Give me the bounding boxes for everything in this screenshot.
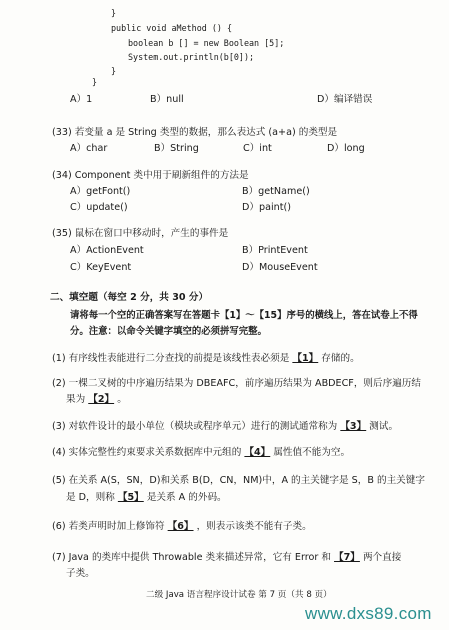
code-line-3: boolean b [] = new Boolean [5]; <box>128 38 285 48</box>
fill-q3-text: (3) 对软件设计的最小单位（模块或程序单元）进行的测试通常称为 <box>52 421 338 432</box>
q33-option-c: C）int <box>243 143 272 154</box>
fill-q1-text: (1) 有序线性表能进行二分查找的前提是该线性表必须是 <box>52 353 290 364</box>
q35-option-a: A）ActionEvent <box>70 245 144 256</box>
blank-2: 【2】 <box>88 394 115 405</box>
fill-q5-line2 <box>66 489 227 503</box>
q34-option-a: A）getFont() <box>70 186 131 197</box>
q35-stem: (35) 鼠标在窗口中移动时，产生的事件是 <box>52 228 229 239</box>
q32-option-d: D）编译错误 <box>317 94 373 105</box>
section-title: 二、填空题（每空 2 分，共 30 分） <box>50 292 209 303</box>
code-line-1: } <box>111 8 117 18</box>
code-line-4: System.out.println(b[0]); <box>128 52 255 62</box>
fill-q3-tail: 测试。 <box>369 421 399 432</box>
blank-7: 【7】 <box>334 552 360 563</box>
blank-3: 【3】 <box>340 421 367 432</box>
fill-q2-line1: (2) 一棵二叉树的中序遍历结果为 DBEAFC，前序遍历结果为 ABDECF，则后序遍历结 <box>52 378 421 389</box>
code-line-6: } <box>92 77 98 87</box>
fill-q2-text: 果为 <box>66 394 86 405</box>
q33-option-d: D）long <box>327 143 365 154</box>
fill-q4 <box>52 444 350 458</box>
fill-q3 <box>52 418 398 432</box>
fill-q6-tail: ，则表示该类不能有子类。 <box>196 521 312 532</box>
q35-option-b: B）PrintEvent <box>242 245 308 256</box>
q35-option-d: D）MouseEvent <box>242 262 318 273</box>
fill-q1 <box>52 350 360 364</box>
q33-option-b: B）String <box>154 143 199 154</box>
page-footer: 二级 Java 语言程序设计试卷 第 7 页（共 8 页） <box>146 590 332 600</box>
fill-q1-tail: 存储的。 <box>321 353 360 364</box>
q32-option-b: B）null <box>150 94 184 105</box>
blank-5: 【5】 <box>117 492 144 503</box>
blank-4: 【4】 <box>244 447 271 458</box>
fill-q5-line1: (5) 在关系 A(S，SN，D)和关系 B(D，CN，NM)中，A 的主关键字是 S，B 的主关键字 <box>52 475 425 486</box>
code-line-2: public void aMethod () { <box>111 23 233 33</box>
blank-1: 【1】 <box>292 353 319 364</box>
blank-6: 【6】 <box>167 521 194 532</box>
fill-q2-line2 <box>66 391 127 405</box>
q34-option-b: B）getName() <box>242 186 310 197</box>
fill-q7-text: (7) Java 的类库中提供 Throwable 类来描述异常，它有 Error 和 <box>52 552 331 563</box>
q34-option-d: D）paint() <box>242 202 291 213</box>
fill-q6 <box>52 518 312 532</box>
watermark-text: www.dxs89.com <box>305 604 432 623</box>
fill-q4-text: (4) 实体完整性约束要求关系数据库中元组的 <box>52 447 242 458</box>
fill-q5-text: 是 D，则称 <box>66 492 115 503</box>
fill-q7-line1 <box>52 549 401 563</box>
q33-option-a: A）char <box>70 143 108 154</box>
fill-q7-line2: 子类。 <box>66 568 95 579</box>
section-instruction-1: 请将每一个空的正确答案写在答题卡【1】～【15】序号的横线上，答在试卷上不得 <box>70 310 418 321</box>
code-line-5: } <box>111 66 117 76</box>
q33-stem: (33) 若变量 a 是 String 类型的数据，那么表达式 (a+a) 的类型是 <box>52 127 338 138</box>
fill-q4-tail: 属性值不能为空。 <box>273 447 351 458</box>
fill-q2-tail: 。 <box>117 394 127 405</box>
q34-option-c: C）update() <box>70 202 128 213</box>
fill-q7-tail: 两个直接 <box>362 552 402 563</box>
fill-q5-tail: 是关系 A 的外码。 <box>146 492 227 503</box>
fill-q6-text: (6) 若类声明时加上修饰符 <box>52 521 165 532</box>
q34-stem: (34) Component 类中用于刷新组件的方法是 <box>52 170 249 181</box>
section-instruction-2: 分。注意：以命令关键字填空的必须拼写完整。 <box>70 326 267 337</box>
q32-option-a: A）1 <box>70 94 93 105</box>
q35-option-c: C）KeyEvent <box>70 262 132 273</box>
